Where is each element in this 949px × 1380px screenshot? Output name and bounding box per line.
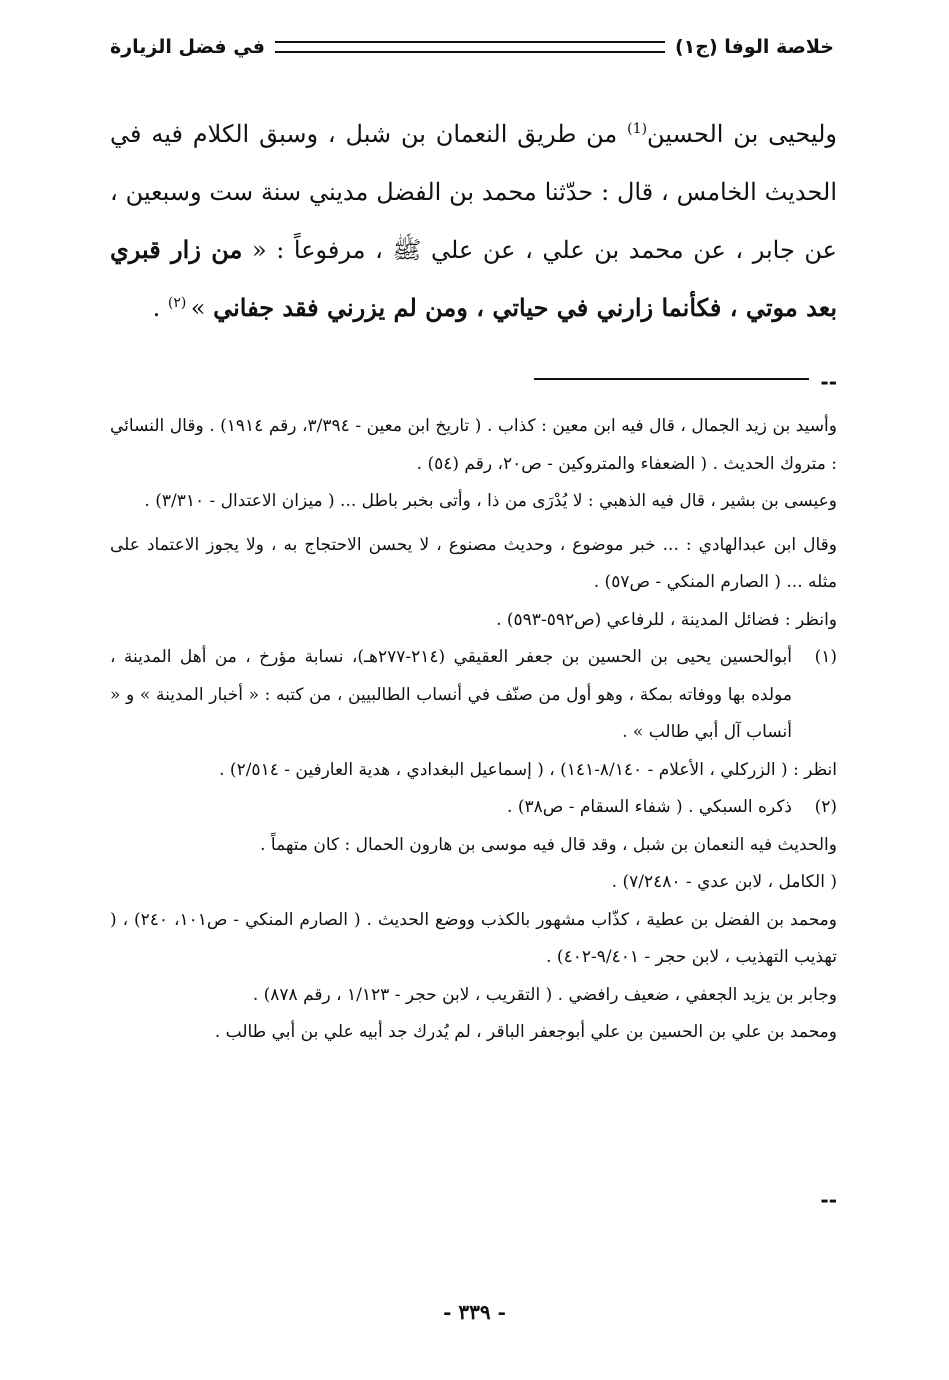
footnote-2-number: (٢) (814, 797, 837, 817)
note-paragraph-1: وأسيد بن زيد الجمال ، قال فيه ابن معين : كذاب . ( تاريخ ابن معين - ٣/٣٩٤، رقم ١٩١٤) . وقال النسائي : متروك الحديث . ( الضعفاء والمتروكين - ص٢٠، رقم (٥٤) . (110, 416, 837, 474)
footnote-separator (534, 378, 809, 380)
main-text-body: من طريق النعمان بن شبل ، وسبق الكلام فيه في الحديث الخامس ، قال : حدّثنا محمد بن الفضل مديني سنة ست وسبعين ، عن جابر ، عن محمد بن علي ، عن علي ﷺ ، مرفوعاً : « (110, 120, 837, 264)
footnote-1-number: (١) (814, 647, 837, 667)
quote-close: » (190, 294, 214, 322)
page-number: - ٣٣٩ - (443, 1300, 506, 1324)
footnote-ref-1: (1) (627, 121, 648, 137)
hadith-text: من زار قبري بعد موتي ، فكأنما زارني في حياتي ، ومن لم يزرني فقد جفاني (110, 235, 837, 322)
header-book-title: خلاصة الوفا (ج١) (674, 36, 834, 58)
footnote-ref-2: (٢) (167, 295, 191, 311)
final-dot: . (152, 294, 168, 322)
main-text-start: وليحيى بن الحسين (647, 120, 838, 148)
footnote-2-line-4: ومحمد بن الفضل بن عطية ، كذّاب مشهور بالكذب ووضع الحديث . ( الصارم المنكي - ص١٠١، ٢٤٠) ، ( تهذيب التهذيب ، لابن حجر - ٩/٤٠١-٤٠٢) . (110, 909, 837, 967)
footnote-1-text: أبوالحسين يحيى بن الحسين بن جعفر العقيقي (٢١٤-٢٧٧هـ)، نسابة مؤرخ ، من أهل المدينة ، مولده بها ووفاته بمكة ، وهو أول من صنّف في أنساب الطالبيين ، من كتبه : « أخبار المدينة » و « أنساب آل أبي طالب » . (110, 647, 792, 742)
footnote-1 (110, 639, 837, 752)
running-header (110, 22, 834, 72)
header-rule (275, 41, 665, 53)
footnote-1-ref: انظر : ( الزركلي ، الأعلام - ٨/١٤٠-١٤١) ، ( إسماعيل البغدادي ، هدية العارفين - ٢/٥١٤) . (219, 759, 837, 780)
footnote-2-line-6: ومحمد بن علي بن الحسين بن علي أبوجعفر الباقر ، لم يُدرك جد أبيه علي بن أبي طالب . (214, 1022, 837, 1042)
note-paragraph-4: وانظر : فضائل المدينة ، للرفاعي (ص٥٩٢-٥٩٣) . (496, 609, 837, 630)
footnote-2-line-2: والحديث فيه النعمان بن شبل ، وقد قال فيه موسى بن هارون الحمال : كان متهماً . (260, 834, 837, 855)
main-text (110, 105, 837, 337)
note-paragraph-3: وقال ابن عبدالهادي : ... خبر موضوع ، وحديث مصنوع ، لا يحسن الاحتجاج به ، ولا يجوز الاعتماد على مثله ... ( الصارم المنكي - ص٥٧) . (110, 534, 837, 592)
header-chapter-title: في فضل الزيارة (110, 36, 265, 58)
footnotes (110, 408, 837, 1052)
footnote-2-line-3: ( الكامل ، لابن عدي - ٧/٢٤٨٠) . (611, 872, 837, 892)
note-paragraph-2: وعيسى بن بشير ، قال فيه الذهبي : لا يُدْرَى من ذا ، وأتى بخبر باطل ... ( ميزان الاعتدال - ٣/٣١٠) . (144, 491, 837, 511)
footnote-2 (110, 789, 837, 827)
footnote-2-line-5: وجابر بن يزيد الجعفي ، ضعيف رافضي . ( التقريب ، لابن حجر - ١/١٢٣ ، رقم ٨٧٨) . (252, 984, 837, 1005)
separator-dash-bottom: -- (820, 1188, 837, 1212)
footnote-2-text: ذكره السبكي . ( شفاء السقام - ص٣٨) . (507, 797, 792, 817)
main-paragraph (110, 105, 837, 337)
separator-dash-top: -- (820, 370, 837, 394)
